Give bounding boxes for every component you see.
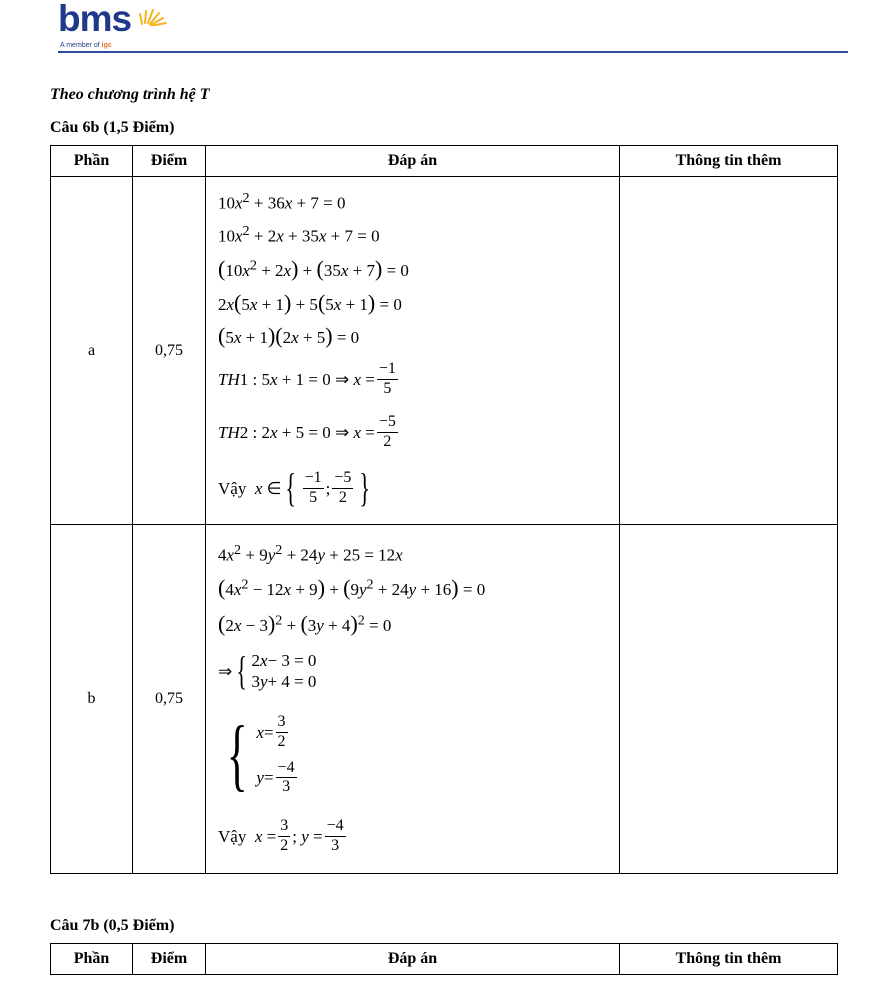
solution-a xyxy=(206,178,619,523)
col-header-score: Điểm xyxy=(133,146,206,177)
math-line-3: $(10x^2 + 2x) + (35x + 7) = 0$ xyxy=(218,255,409,281)
score-cell: 0,75 xyxy=(133,177,206,525)
solution-b xyxy=(206,530,619,868)
math-line-8: Vậy x ∈ { $\frac{-1}{5}$ ; $\frac{-5}{2}$ } xyxy=(218,465,371,510)
math-line-5: { x = $\frac{3}{2}$ y = $\frac{-4}{3}$ xyxy=(226,711,295,799)
math-line-1: $10x^2 + 36x + 7 = 0$ xyxy=(218,189,346,213)
col-header-extra: Thông tin thêm xyxy=(620,944,838,975)
extra-cell xyxy=(620,525,838,874)
logo-subtitle xyxy=(60,42,112,49)
question-7b-title: Câu 7b (0,5 Điểm) xyxy=(50,917,175,934)
answer-table-7b xyxy=(50,943,838,975)
answer-cell xyxy=(206,525,620,874)
math-line-6: TH1 : 5x + 1 = 0 ⇒ x = $\frac{-1}{5}$ xyxy=(218,360,396,397)
answer-table-6b xyxy=(50,145,838,874)
page-header xyxy=(0,0,880,56)
program-title: Theo chương trình hệ T xyxy=(50,86,210,103)
table-row-b xyxy=(51,525,838,874)
math-line-2: $(4x^2 - 12x + 9) + (9y^2 + 24y + 16) = 0$ xyxy=(218,575,486,600)
table-row-a xyxy=(51,177,838,525)
table-header-row xyxy=(51,146,838,177)
part-cell: b xyxy=(51,525,133,874)
math-line-4: 2x(5x + 1) + 5(5x + 1) = 0 xyxy=(218,289,402,315)
col-header-part: Phần xyxy=(51,944,133,975)
bms-logo xyxy=(58,0,168,50)
math-line-7: TH2 : 2x + 5 = 0 ⇒ x = $\frac{-5}{2}$ xyxy=(218,413,396,450)
math-line-3: $(2x - 3)^2 + (3y + 4)^2 = 0$ xyxy=(218,611,392,636)
math-line-1: $4x^2 + 9y^2 + 24y + 25 = 12x$ xyxy=(218,541,403,565)
col-header-extra: Thông tin thêm xyxy=(620,146,838,177)
math-line-4: ⇒ { 2 x − 3 = 0 3 y + 4 = 0 xyxy=(218,648,317,693)
table-header-row xyxy=(51,944,838,975)
logo-text: bms xyxy=(58,0,132,39)
math-line-2: $10x^2 + 2x + 35x + 7 = 0$ xyxy=(218,223,380,246)
question-6b-title: Câu 6b (1,5 Điểm) xyxy=(50,119,175,136)
sun-rays-icon xyxy=(136,2,170,26)
answer-cell xyxy=(206,177,620,525)
logo-sub-prefix: A member of xyxy=(60,42,100,49)
logo-sub-brand: igc xyxy=(101,42,112,49)
math-line-6: Vậy x = $\frac{3}{2}$ ; y = $\frac{-4}{3}$ xyxy=(218,817,344,854)
score-cell: 0,75 xyxy=(133,525,206,874)
col-header-answer: Đáp án xyxy=(206,146,620,177)
part-cell: a xyxy=(51,177,133,525)
header-rule xyxy=(58,51,848,53)
extra-cell xyxy=(620,177,838,525)
math-line-5: (5x + 1)(2x + 5) = 0 xyxy=(218,323,360,348)
col-header-score: Điểm xyxy=(133,944,206,975)
col-header-part: Phần xyxy=(51,146,133,177)
col-header-answer: Đáp án xyxy=(206,944,620,975)
